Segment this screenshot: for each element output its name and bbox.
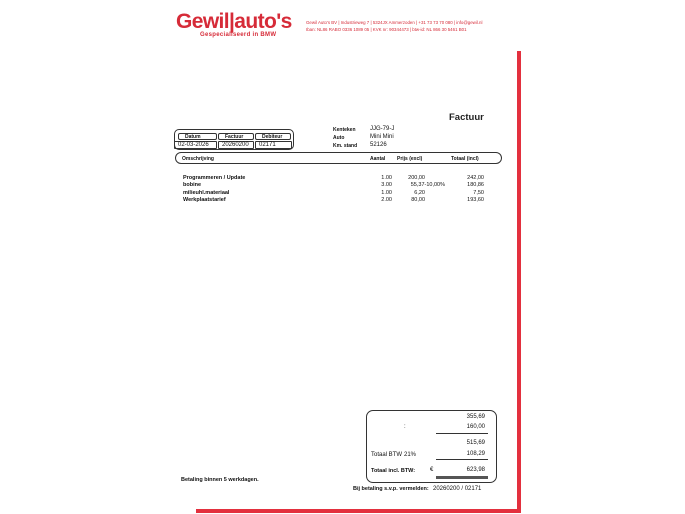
plate-label: Kenteken (333, 127, 356, 133)
debtor-value: 02171 (255, 141, 292, 149)
column-price: Prijs (excl) (397, 156, 423, 162)
btw-value: 108,29 (466, 451, 485, 457)
line-total: 180,86 (467, 182, 484, 188)
incl-label: Totaal incl. BTW: (371, 468, 416, 474)
line-item (0, 182, 685, 190)
currency-symbol: € (430, 467, 434, 473)
line-price: 80,00 (411, 197, 425, 203)
plate-value: JJG-79-J (370, 126, 395, 132)
car-label: Auto (333, 135, 345, 141)
company-contact-line: Gewil Auto's BV | Industrieweg 7 | 5324JX Ammerzoden | +31 73 73 70 080 | info@gewil.nl (306, 20, 483, 25)
sum-line (436, 433, 488, 434)
btw-rate: 21% (404, 452, 417, 458)
document-title: Factuur (449, 112, 484, 123)
line-item (0, 197, 685, 205)
column-description: Omschrijving (182, 156, 214, 162)
line-qty: 2.00 (381, 197, 392, 203)
line-price: 200,00 (408, 175, 425, 181)
company-tagline: Gespecialiseerd in BMW (200, 32, 277, 38)
line-description: Programmeren / Update (183, 175, 246, 181)
grand-total-underline (436, 476, 488, 479)
invoice-info-box (174, 129, 294, 150)
date-header: Datum (178, 133, 217, 140)
reference-value: 20260200 / 02171 (433, 486, 482, 492)
date-value: 02-03-2026 (174, 141, 217, 149)
company-logo: Gewil|auto's (176, 10, 292, 33)
incl-total-value: 623,98 (466, 467, 485, 473)
line-description: milieuhl.materiaal (183, 190, 230, 196)
line-price: 55,37-10,00% (410, 182, 445, 188)
car-value: Mini Mini (370, 134, 394, 140)
line-qty: 1.00 (381, 175, 392, 181)
mileage-value: 52126 (370, 142, 387, 148)
line-total: 242,00 (467, 175, 484, 181)
btw-line (436, 459, 488, 460)
invoice-number-value: 20260200 (218, 141, 254, 149)
mileage-label: Km. stand (333, 143, 358, 149)
reference-label: Bij betaling s.v.p. vermelden: (353, 486, 429, 492)
payment-terms: Betaling binnen 5 werkdagen. (181, 477, 259, 483)
btw-label: Totaal BTW (371, 452, 403, 458)
red-border-right (517, 51, 521, 512)
line-price: 6,20 (414, 190, 425, 196)
extra-value: 160,00 (466, 424, 485, 430)
subtotal-value: 355,69 (466, 414, 485, 420)
line-qty: 1.00 (381, 190, 392, 196)
line-qty: 3.00 (381, 182, 392, 188)
line-total: 7,50 (473, 190, 484, 196)
red-border-bottom (196, 509, 521, 513)
line-description: bobine (183, 182, 202, 188)
totals-colon: : (404, 424, 406, 430)
column-total: Totaal (incl) (451, 156, 479, 162)
line-total: 193,60 (467, 197, 484, 203)
debtor-header: Debiteur (255, 133, 291, 140)
line-description: Werkplaatstarief (183, 197, 226, 203)
invoice-number-header: Factuur (218, 133, 254, 140)
column-qty: Aantal (370, 156, 386, 162)
company-bank-line: Iban: NL86 RABO 0336 1089 05 | KVK nr: 90344473 | btw-id: NL 866 30 5461 B01 (306, 27, 467, 32)
excl-total-value: 515,69 (466, 440, 485, 446)
